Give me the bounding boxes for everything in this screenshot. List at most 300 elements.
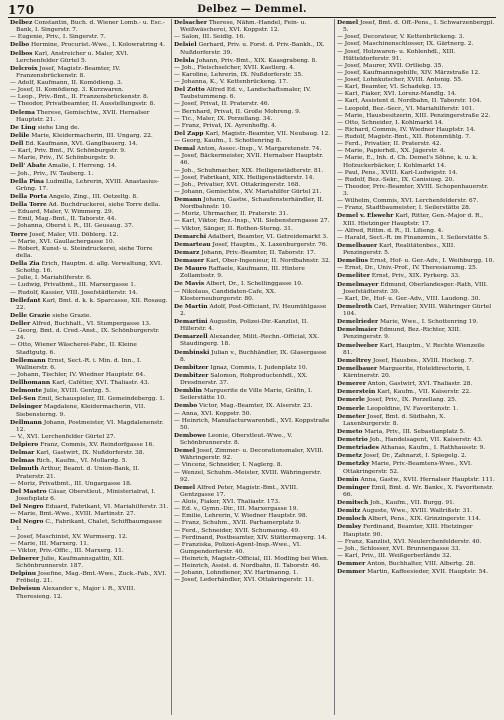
entry-surname: Demetz [337, 452, 362, 460]
directory-entry [337, 134, 495, 141]
directory-entry [10, 403, 169, 418]
directory-entry [174, 145, 332, 153]
directory-entry [10, 342, 169, 356]
entry-details: Leopoldine, IV. Favoritenstr. 1. [366, 405, 459, 412]
entry-surname: Demitsch [337, 499, 369, 506]
directory-entry [10, 320, 169, 328]
directory-entry [337, 560, 495, 568]
directory-entry [337, 77, 495, 84]
directory-entry [10, 555, 169, 570]
entry-details: — Josef, II. Komödieng. 3. Kurzwaren. [10, 87, 124, 94]
entry-details: — Karl, Dr., Hof- u. Ger.-Adv., VIII. Laudong. 30. [337, 295, 481, 302]
entry-details: — Josef, Decorateur, V. Kettenbrückeng. 3. [337, 34, 465, 41]
entry-details: Alfred Ed. v., Landschaftsmaler, IV. Taubstummeng. 6. [180, 87, 311, 101]
directory-entry [337, 212, 495, 227]
directory-entry [10, 246, 169, 260]
directory-entry [337, 63, 495, 70]
entry-details: Josef, Maler, VII. Döblerg. 12. [29, 231, 119, 238]
entry-details: Karl, Ritter, Gen.-Major d. R., XIII. Hietzinger Hauptstr. 17. [343, 213, 484, 227]
entry-details: — Joh., Schlosser, XVI. Brunnengasse 33. [337, 545, 461, 552]
directory-entry [337, 476, 495, 484]
entry-surname: Demerle [337, 404, 365, 412]
entry-details: Anton, Gastwirt, XVI. Thaliastr. 28. [367, 381, 473, 388]
entry-surname: Dellefant [10, 296, 41, 304]
entry-details: — Josef, Maschinenschlosser, IX. Gärtnerg. 2. [337, 41, 474, 48]
entry-surname: Demin [337, 475, 359, 483]
entry-details: Martin, Kaffeesieder, XVII. Hauptstr. 54. [367, 569, 488, 576]
directory-entry [10, 101, 169, 108]
column-right [334, 19, 497, 715]
entry-details: — Johanna, Oberst i. R., III. Geusaug. 37. [10, 223, 134, 230]
entry-details: Ferdinand, Beamter, XIII. Hietzinger Hauptstr. 90. [343, 524, 473, 538]
directory-entry [10, 328, 169, 342]
entry-surname: Demann [174, 196, 202, 203]
entry-surname: Demerle [337, 396, 365, 404]
directory-entry [174, 333, 332, 348]
directory-entry [10, 548, 169, 555]
column-middle [171, 19, 334, 715]
directory-entry [174, 257, 332, 265]
directory-entry [337, 365, 495, 380]
entry-details: Athanas, Kaufm., I. Rathhausstr. 9. [380, 445, 486, 452]
entry-details: Emil, Schauspieler, III. Gemeindebergg. 1. [37, 396, 165, 403]
directory-entry [337, 405, 495, 413]
entry-details: Marie, Priv.-Beamtens-Wwe., XVI. Ottakringerstr. 52. [343, 461, 473, 475]
directory-entry [10, 193, 169, 201]
entry-details: Karl, Hauptm., V. Rechte Wienzeile 81. [343, 342, 485, 356]
directory-entry [337, 326, 495, 341]
entry-details: Johann, Gastw., Schaufensterhändler, II. Nordbahnstr. 10. [180, 197, 324, 211]
entry-details: — Ludwig, Privatbmt., III. Marxergasse 1. [10, 282, 136, 289]
entry-surname: Del Zotto [174, 86, 205, 94]
directory-entry [174, 289, 332, 303]
entry-surname: Demarzell [174, 333, 208, 341]
directory-entry [337, 91, 495, 98]
directory-entry [337, 303, 495, 318]
entry-details: — Joh., Schuhmacher, XIX. Heiligenstädterstr. 81. [174, 167, 324, 174]
entry-details: Arthur, Beamt. d. Union-Bank, II. Praterstr. 21. [16, 466, 140, 480]
entry-details: Josef, Hauptm., X. Laxenburgerstr. 76. [212, 241, 328, 248]
directory-entry [174, 506, 332, 513]
entry-details: Johann, Priv.-Beamter, II. Taborstr. 17. [201, 249, 316, 256]
directory-entry [337, 388, 495, 396]
entry-surname: Demerstein [337, 388, 376, 396]
entry-details: — Adolf, Kaufmann, II. Komödieng. 3. [10, 80, 123, 86]
directory-entry [337, 257, 495, 265]
entry-details: Anton, Assec.-Insp., V. Margaretenstr. 74. [197, 146, 322, 153]
directory-entry [174, 218, 332, 225]
entry-surname: Demelrieder [337, 318, 379, 326]
entry-details: — Marie, Papierhdl., XX. Jägerstr. 4. [337, 148, 446, 155]
directory-entry [174, 226, 332, 233]
directory-entry [10, 419, 169, 434]
entry-surname: Dellmann [10, 418, 42, 426]
entry-details: Therese, Nähm.-Handel, Fein- u. Weißwäscherei, XVI. Koppstr. 12. [180, 20, 307, 34]
entry-details: — Leopold, Bez.-Secr., VI. Mariahilferstr. 101. [337, 105, 475, 112]
directory-entry [174, 499, 332, 506]
directory-entry [10, 171, 169, 178]
entry-surname: Demelius [337, 257, 368, 265]
entry-surname: Demloch [337, 515, 367, 523]
entry-surname: Delmas [10, 457, 35, 465]
directory-entry [174, 318, 332, 333]
directory-entry [337, 515, 495, 523]
entry-details: — Karl, Assistent d. Nordbahn, II. Taborstr. 104. [337, 98, 482, 105]
directory-entry [174, 513, 332, 520]
directory-entry [10, 124, 169, 132]
entry-details: — Karl, Priv. Bmt., IV. Schönburgstr. 9. [10, 148, 126, 155]
directory-entry [337, 70, 495, 77]
entry-details: — Josef, Kaufmannsgehilfe, XIV. Märzstraße 12. [337, 69, 481, 76]
directory-entry [10, 223, 169, 230]
entry-surname: De Mavis [174, 280, 205, 288]
entry-details: — Salon, III. Seidlg. 16. [174, 34, 245, 41]
entry-surname: De Mauro [174, 265, 207, 273]
directory-entry [337, 318, 495, 326]
entry-details: Josef, Bmt. d. Off.-Pens., I. Schwarzenbergpl. 5. [343, 20, 495, 34]
directory-entry [174, 462, 332, 469]
directory-entry [337, 523, 495, 538]
entry-details: siehe Ling de. [37, 124, 80, 131]
directory-entry [174, 65, 332, 72]
directory-entry [10, 481, 169, 488]
entry-surname: Del Zapp [174, 129, 204, 137]
entry-details: Leonie, Oberstleut.-Wwe., V. Schönbrunnerstr. 8. [180, 432, 293, 446]
directory-entry [337, 444, 495, 452]
directory-entry [337, 396, 495, 404]
entry-details: Emil, Bmt. d. Wr. Bankv., X. Favoritenstr. 66. [343, 484, 494, 498]
entry-surname: Demartini [174, 318, 208, 325]
entry-details: Carl, Privatier, XVIII. Währinger Gürtel 104. [343, 303, 492, 317]
entry-details: — Robert, Kunst- u. Steindruckerei, siehe Torre della. [10, 245, 153, 259]
directory-entry [174, 447, 332, 462]
entry-details: Alexander v., Major i. R., XVIII. Theresieng. 12. [16, 586, 136, 600]
directory-entry [10, 449, 169, 457]
entry-details: Karl, Kaufm., VII. Kaiserstr. 22. [377, 389, 472, 396]
entry-details: — Karoline, Lehrerin, IX. Nußdorferstr. 35. [174, 71, 303, 78]
entry-details: Ernst, Priv., XIX. Pyrkerg. 33. [371, 273, 461, 280]
directory-entry [337, 98, 495, 105]
directory-entry [337, 148, 495, 155]
entry-details: — Ed. v., Gymn.-Dir., III. Marxergasse 19. [174, 506, 299, 513]
entry-surname: Demitz [337, 507, 361, 515]
entry-details: — Theodor, Priv.-Beamter, XVIII. Schopenhauerstr. 3. [337, 183, 489, 197]
entry-details: Victor, Mag.-Beamter, IX. Alserstr. 23. [199, 403, 313, 410]
page-number: 170 [8, 3, 35, 17]
entry-details: — Josef, Maurer, XVII. Ortliebg. 35. [337, 62, 444, 69]
entry-details: — Heinrich, Assist. d. Nordbahn, II. Taborstr. 46. [174, 563, 321, 570]
entry-details: — Karl, Beamter, VI. Schadekg. 15. [337, 84, 443, 91]
entry-surname: Demarteau [174, 240, 211, 248]
directory-entry [10, 570, 169, 585]
entry-surname: Delmonte [10, 387, 43, 395]
entry-surname: Della Zia [10, 260, 40, 267]
entry-details: — Marie, Hausbesitzerin, XIII. Penzingerstraße 22. [337, 112, 491, 119]
entry-details: Albert, Pens., XIX. Grinzingerstr. 114. [368, 516, 481, 523]
entry-details: Gerhard, Priv. u. Forst. d. Priv.-Bankh., IX. Nußdorferstr. 39. [180, 42, 325, 56]
entry-details: Johann, Priv.-Bmt., XIX. Kaasgrabeng. 8. [196, 57, 318, 64]
directory-entry [174, 570, 332, 577]
directory-entry [174, 364, 332, 372]
entry-details: — V., XVI. Lerchenfelder Gürtel 27. [10, 433, 116, 440]
entry-surname: Demetzky [337, 460, 370, 468]
directory-entry [10, 94, 169, 101]
entry-details: Julie, XVIII. Gentzg. 5. [43, 388, 111, 395]
directory-entry [337, 34, 495, 41]
entry-details: Marguerite de Ville Marie, Gräfin, I. Seilerstätte 10. [180, 388, 313, 402]
directory-entry [337, 436, 495, 444]
entry-details: Anton, Buchhalter, VIII. Albertg. 28. [367, 561, 476, 567]
entry-details: — Wilhelm, Commis, XVI. Lerchenfelderstr. 67. [337, 198, 479, 205]
directory-entry [174, 372, 332, 387]
entry-details: — Franz, Privat, IX. Ayrenhoffg. 4. [174, 122, 277, 129]
entry-details: — Marie, Priv., IV. Schönburgstr. 9. [10, 155, 115, 162]
directory-entry [174, 556, 332, 563]
entry-details: — Vincenz, Schneider, I. Naglerg. 8. [174, 462, 283, 469]
directory-entry [337, 546, 495, 553]
directory-entry [337, 428, 495, 436]
entry-details: — Joh., Privatier, XVI. Ottakringerstr. 168. [174, 181, 301, 188]
directory-entry [337, 170, 495, 177]
entry-surname: Delbez [10, 19, 33, 26]
entry-surname: Demblin [174, 387, 202, 395]
directory-entry [10, 357, 169, 372]
directory-entry [337, 113, 495, 120]
entry-surname: De Ling [10, 123, 36, 131]
entry-details: Marie, Wwe., I. Schottenring 19. [380, 319, 478, 326]
directory-entry [10, 34, 169, 41]
directory-entry [337, 460, 495, 475]
directory-entry [174, 563, 332, 570]
entry-details: — Josef, Bäckermeister, XVII. Hernalser Hauptstr. 46. [174, 153, 324, 167]
directory-entry [10, 434, 169, 441]
entry-surname: Del Mastro [10, 487, 47, 495]
entry-details: — Karl, Fiaker, XVI. Lorenz-Mandlg. 14. [337, 91, 457, 98]
directory-entry [337, 484, 495, 499]
directory-entry [174, 402, 332, 410]
entry-surname: Demetriades [337, 444, 379, 452]
directory-entry [10, 503, 169, 511]
entry-surname: Delpinu [10, 570, 37, 578]
entry-details: Julie, Kaufmannsgattin, XII. Schönbrunnerstr. 187. [16, 555, 124, 569]
entry-details: Hermine, Procurist.-Wwe., I. Kolowratring 4. [31, 42, 165, 49]
entry-surname: Delle Grazie [10, 311, 51, 319]
entry-surname: Dembitzer [174, 363, 209, 371]
entry-surname: Demmer [337, 568, 366, 576]
directory-entry [174, 57, 332, 65]
directory-entry [10, 534, 169, 541]
directory-entry [174, 116, 332, 123]
directory-entry [10, 231, 169, 239]
entry-details: Joh., Handelsagent, VII. Kaiserstr. 43. [369, 437, 483, 443]
entry-details: — Nikolaus, Candidaten-Cafe, XX. Klosterneuburgerstr. 80. [174, 288, 276, 302]
directory-entry [337, 141, 495, 148]
entry-details: — Bernhard, Privat, II. Große Mohreng. 9. [174, 108, 301, 115]
entry-details: — Franziska, Polizei-Agent-Insp.-Wwe., VI. Gumpendorferstr. 40. [174, 541, 302, 555]
entry-details: — Alfred, Rittm. d. R., II. Lilieng. 4. [337, 227, 444, 234]
entry-details: Alexander, Milit.-Rechn.-Official, XX. Staudingerg. 18. [180, 334, 319, 348]
directory-entry [337, 41, 495, 48]
entry-details: — Johann, Gemischtw., XV. Mariahilfer Gürtel 21. [174, 188, 322, 195]
directory-entry [10, 518, 169, 533]
directory-entry [174, 241, 332, 249]
entry-surname: Dellhomann [10, 379, 51, 386]
entry-details: — Otto, Wiener Wäscherei-Fabr., II. Kleine Stadtgutg. 6. [10, 342, 137, 356]
entry-details: Johann, Postmeister, VI. Magdalenenstr. 12. [16, 419, 164, 433]
directory-entry [337, 281, 495, 296]
directory-entry [10, 585, 169, 600]
entry-surname: De Martin [174, 302, 208, 310]
entry-details: — Harald, Sect.-R. im Finanzmin., I. Seilerstätte 5. [337, 234, 490, 241]
entry-details: — Ferdinand, Postbeamter, XIV. Stättermayerg. 14. [174, 534, 327, 541]
entry-details: Eduard, Fabrikant, VI. Mariahilferstr. 31. [45, 504, 169, 510]
entry-surname: Demel [337, 19, 359, 26]
entry-surname: Del Negro [10, 503, 44, 510]
directory-entry [337, 198, 495, 205]
entry-details: — Joh., Fleischselcher, XVII. Kastlerg. 4. [174, 64, 295, 71]
entry-details: — Karl, Viktor, Bez.-Insp., VII. Siebensterngasse 27. [174, 218, 330, 225]
directory-entry [10, 488, 169, 503]
entry-details: — Rudolf, Bez.-Sekr., IX. Canisiusg. 20. [337, 176, 455, 183]
directory-entry [10, 155, 169, 162]
directory-entry [337, 272, 495, 280]
directory-entry [337, 127, 495, 134]
entry-surname: Della Porta [10, 192, 48, 200]
entry-details: Ed. Kaufmann, XVI. Ganglbauerg. 14. [25, 141, 138, 147]
directory-entry [174, 72, 332, 79]
directory-entry [10, 312, 169, 320]
directory-entry [10, 19, 169, 34]
entry-surname: Del-Sen [10, 395, 36, 403]
entry-details: — Josef, Holzwaren- u. Kohlenhdl., XIII. Hütteldorferstr. 91. [337, 48, 456, 62]
entry-details: Rich., Kaufm., VI. Mollardg. 5. [36, 458, 128, 465]
column-left [8, 19, 171, 715]
entry-details: — Karl, Priv., III. Weißgerberlände 32. [337, 552, 452, 559]
entry-details: Edmund, Bez.-Richter, XIII. Penzingerstr. 9. [343, 327, 461, 341]
directory-entry [10, 239, 169, 246]
directory-entry [174, 34, 332, 41]
directory-entry [174, 520, 332, 527]
entry-details: Karl, Cafétier, XVI. Thaliastr. 43. [52, 380, 150, 386]
entry-surname: Dembinski [174, 348, 210, 356]
entry-details: — Josef, Maschinist, XV. Wurmserg. 12. [10, 533, 128, 540]
entry-details: Ignaz, Commis, I. Judenplatz 10. [210, 364, 308, 371]
entry-surname: Demeter [337, 412, 366, 420]
directory-entry [10, 209, 169, 216]
directory-entry [337, 452, 495, 460]
entry-surname: Della Pina [10, 177, 44, 185]
entry-surname: Demetrio [337, 436, 368, 443]
directory-entry [10, 260, 169, 275]
directory-columns [8, 19, 498, 715]
directory-entry [174, 535, 332, 542]
directory-entry [174, 265, 332, 280]
entry-surname: Dell [10, 140, 24, 147]
entry-details: — Emil, Mag.-Bmt., II. Taborstr. 44. [10, 216, 117, 223]
entry-details: Adalbert, Beamter, VI. Getreidemarkt 3. [208, 233, 328, 240]
directory-entry [10, 80, 169, 87]
entry-details: — Eugenie, Priv., I. Singerstr. 7. [10, 34, 106, 41]
entry-details: — Josef, Lohnkutscher, XVIII. Antonig. 55. [337, 77, 463, 83]
directory-entry [10, 132, 169, 140]
directory-entry [174, 280, 332, 288]
entry-details: — Josef, Fabrikant, XIX. Heiligenstädterstr. 14. [174, 174, 315, 181]
entry-surname: Delbos [10, 49, 33, 57]
entry-details: Augustin, Polizei-Dir.-Kanzlist, II. Hillerstr. 4. [180, 319, 309, 333]
directory-entry [174, 484, 332, 499]
running-title: Delbez — Demmel. [197, 4, 307, 15]
directory-entry [10, 457, 169, 465]
directory-entry [10, 297, 169, 312]
entry-surname: Demal [174, 145, 196, 153]
entry-details: — Paul, Pens., XVIII. Karl-Ludwigstr. 14. [337, 169, 458, 176]
directory-entry [10, 41, 169, 49]
entry-surname: Demelmayer [337, 280, 379, 288]
entry-details: Josef, Dr., Zahnarzt, I. Spiegelg. 2. [363, 453, 467, 460]
entry-details: Marguerite, Hoteldirectorin, I. Kärntnerstr. 20. [343, 365, 471, 379]
directory-entry [10, 465, 169, 480]
entry-details: Karl, Ober-Ingenieur, II. Nordbahnstr. 32. [205, 258, 331, 264]
directory-entry [174, 349, 332, 364]
entry-details: — Ferd., Privatier, II. Praterstr. 42. [337, 141, 442, 148]
entry-details: Auguste, Wwe., XVIII. Wallrißstr. 31. [362, 508, 473, 515]
entry-details: Karl, Realitätenbes., XIII. Penzingerstr. 5. [343, 242, 456, 256]
entry-details: Adolf, Post-Officiant, IV. Heumühlgasse 2. [180, 303, 327, 317]
entry-surname: Della Torre [10, 201, 47, 208]
entry-surname: Dell' Abate [10, 162, 47, 170]
directory-entry [337, 380, 495, 388]
entry-surname: Delsla [174, 56, 195, 64]
directory-entry [10, 201, 169, 209]
entry-details: Angelo, Zing., III. Oetzeltg. 8. [48, 193, 138, 200]
entry-details: — Heinrich, Manufacturwarenhdl., XVI. Koppstraße 50. [174, 417, 330, 431]
entry-details: Josef, Zimmer- u. Decorationsmaler, XVIII. Währingerstr. 92. [180, 448, 324, 462]
entry-surname: Demeliter [337, 272, 370, 280]
directory-entry [174, 189, 332, 196]
entry-details: — Johann, Tischler, IV. Wiedner Hauptstr. 64. [10, 371, 146, 378]
entry-details: — Emilie, Lehrerin, V. Wiedner Hauptstr. 98. [174, 513, 308, 520]
entry-details: — Johann, Lohndiener, XV. Hartmanng. 1. [174, 570, 299, 577]
entry-surname: Demelmaier [337, 326, 378, 334]
directory-entry [174, 387, 332, 402]
entry-surname: Delmar [10, 449, 35, 457]
entry-surname: Delcroix [10, 64, 38, 72]
entry-details: — Julie, I. Mariahilferstr. 6. [10, 275, 92, 282]
entry-details: Joh., Kaufm., VII. Burgg. 91. [370, 500, 455, 506]
entry-details: — Johanna, K., V. Kettenbrückeng. 17. [174, 79, 288, 85]
directory-entry [174, 418, 332, 432]
entry-details: Alfred Peter, Magistr.-Bmt., XVIII. Gentzgasse 17. [180, 484, 298, 498]
entry-surname: Deminger [337, 483, 370, 491]
directory-entry [10, 441, 169, 449]
entry-surname: Delsiel [174, 41, 197, 49]
entry-details: C., Fabrikant, Chalet, Schiffbaumgasse 1. [16, 519, 162, 533]
directory-entry [337, 507, 495, 515]
directory-entry [174, 138, 332, 145]
directory-entry [174, 233, 332, 241]
entry-surname: Dembo [174, 402, 198, 410]
entry-details: — Marie, E., Inh. d. Ch. Demel's Söhne, k. u. k. Hofzuckerbäcker, I. Kohlmarkt 14. [337, 155, 478, 169]
entry-details: Albert, Dr., I. Schellinggasse 10. [206, 281, 303, 288]
entry-details: Anna, Gastw., XVII. Hernalser Hauptstr. 111. [360, 476, 495, 483]
entry-details: — Heinrich, Magistr.-Official, III. Modling bei Wien. [174, 556, 329, 562]
directory-entry [174, 542, 332, 556]
directory-entry [174, 528, 332, 535]
entry-surname: Delsacher [174, 19, 207, 26]
entry-details: Josef, Priv., IX. Porzellang. 25. [366, 397, 457, 404]
entry-details: Franz, Commis, XV. Reindorfgasse 16. [40, 442, 155, 448]
entry-details: — Georg, Bmt. d. Cred.-Anst., IX. Schönburgerstr. 24. [10, 328, 160, 342]
